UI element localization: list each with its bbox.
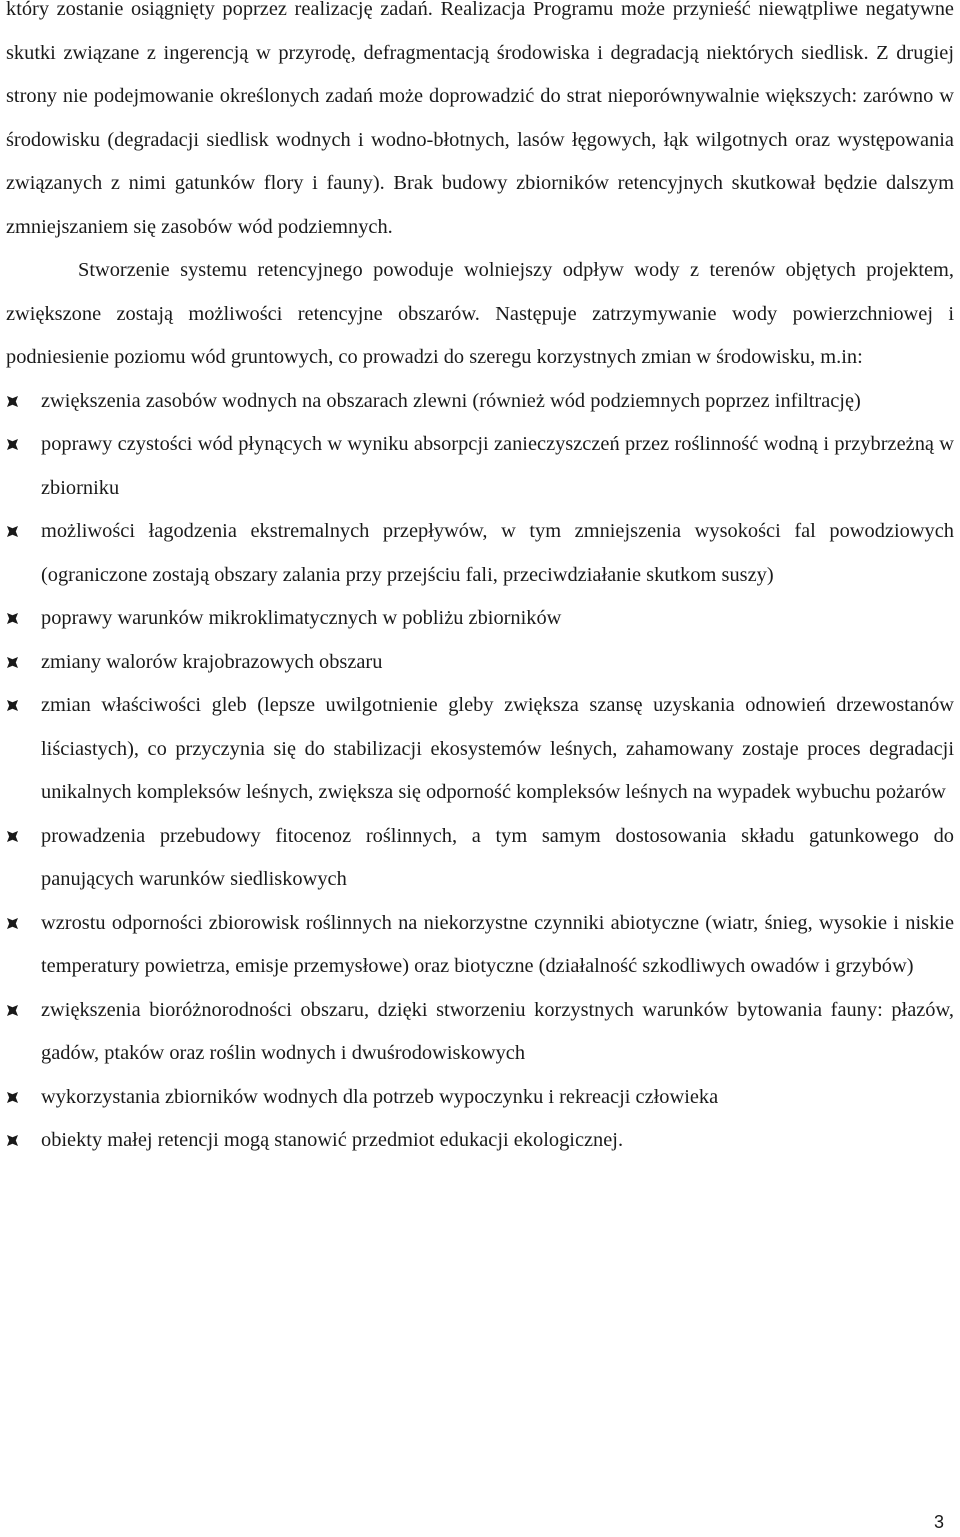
list-item: [6, 902, 954, 989]
page-number: 3: [933, 1512, 944, 1532]
list-item: [6, 1076, 954, 1120]
list-item-text: wzrostu odporności zbiorowisk roślinnych na niekorzystne czynniki abiotyczne (wiatr, śnieg, wysokie i niskie temperatury powietrza, emisje przemysłowe) oraz biotyczne (działalność szkodliwych owadów i grzybów): [41, 911, 954, 977]
list-item: [6, 815, 954, 902]
list-item: [6, 684, 954, 815]
bullet-icon: [7, 1005, 18, 1016]
list-item-text: zmian właściwości gleb (lepsze uwilgotnienie gleby zwiększa szansę uzyskania odnowień drzewostanów liściastych), co przyczynia się do stabilizacji ekosystemów leśnych, zahamowany zostaje proces degradacji unikalnych kompleksów leśnych, zwiększa się odporność kompleksów leśnych na wypadek wybuchu pożarów: [41, 694, 954, 803]
list-item: [6, 989, 954, 1076]
bullet-icon: [7, 700, 18, 711]
benefits-list: [6, 380, 954, 1163]
list-item: [6, 423, 954, 510]
list-item: [6, 597, 954, 641]
list-item-text: zmiany walorów krajobrazowych obszaru: [41, 650, 383, 673]
list-item-text: zwiększenia bioróżnorodności obszaru, dzięki stworzeniu korzystnych warunków bytowania fauny: płazów, gadów, ptaków oraz roślin wodnych i dwuśrodowiskowych: [41, 998, 954, 1064]
list-item: [6, 641, 954, 685]
list-item-text: obiekty małej retencji mogą stanowić przedmiot edukacji ekologicznej.: [41, 1129, 624, 1151]
bullet-icon: [7, 439, 18, 450]
list-item: [6, 510, 954, 597]
list-item-text: poprawy czystości wód płynących w wyniku absorpcji zanieczyszczeń przez roślinność wodną i przybrzeżną w zbiorniku: [41, 433, 954, 499]
list-item: [6, 1119, 954, 1163]
bullet-icon: [7, 1092, 18, 1103]
paragraph-intro: który zostanie osiągnięty poprzez realizację zadań. Realizacja Programu może przynieść niewątpliwe negatywne skutki związane z ingerencją w przyrodę, defragmentacją środowiska i degradacją niektórych siedlisk. Z drugiej strony nie podejmowanie określonych zadań może doprowadzić do strat nieporównywalnie większych: zarówno w środowisku (degradacji siedlisk wodnych i wodno-błotnych, lasów łęgowych, łąk wilgotnych oraz występowania związanych z nimi gatunków flory i fauny). Brak budowy zbiorników retencyjnych skutkował będzie dalszym zmniejszaniem się zasobów wód podziemnych.: [6, 0, 954, 238]
bullet-icon: [7, 396, 18, 407]
bullet-icon: [7, 1135, 18, 1146]
bullet-icon: [7, 526, 18, 537]
bullet-icon: [7, 918, 18, 929]
list-item-text: poprawy warunków mikroklimatycznych w pobliżu zbiorników: [41, 607, 562, 629]
list-item-text: wykorzystania zbiorników wodnych dla potrzeb wypoczynku i rekreacji człowieka: [41, 1085, 719, 1108]
list-item-text: prowadzenia przebudowy fitocenoz roślinnych, a tym samym dostosowania składu gatunkowego do panujących warunków siedliskowych: [41, 824, 954, 890]
document-page: [6, 0, 954, 1163]
paragraph-retention: Stworzenie systemu retencyjnego powoduje wolniejszy odpływ wody z terenów objętych projektem, zwiększone zostają możliwości retencyjne obszarów. Następuje zatrzymywanie wody powierzchniowej i podniesienie poziomu wód gruntowych, co prowadzi do szeregu korzystnych zmian w środowisku, m.in:: [6, 259, 954, 368]
bullet-icon: [7, 613, 18, 624]
list-item-text: zwiększenia zasobów wodnych na obszarach zlewni (również wód podziemnych poprzez infiltrację): [41, 389, 861, 412]
list-item: [6, 380, 954, 424]
bullet-icon: [7, 657, 18, 668]
bullet-icon: [7, 831, 18, 842]
list-item-text: możliwości łagodzenia ekstremalnych przepływów, w tym zmniejszenia wysokości fal powodziowych (ograniczone zostają obszary zalania przy przejściu fali, przeciwdziałanie skutkom suszy): [41, 520, 954, 586]
